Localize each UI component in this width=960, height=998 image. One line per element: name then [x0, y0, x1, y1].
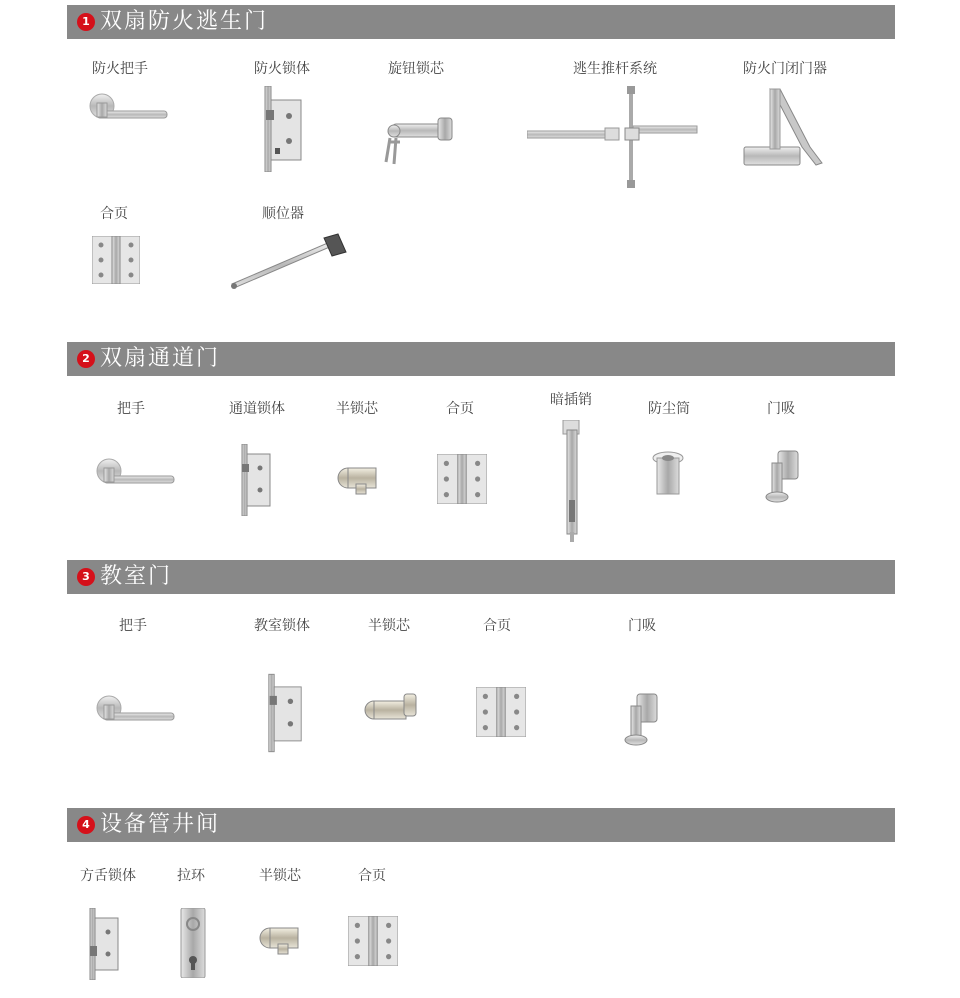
section-title: 双扇防火逃生门: [100, 9, 269, 34]
item-label: 通道锁体: [229, 401, 285, 417]
item-label: 半锁芯: [336, 401, 378, 417]
half-cylinder-icon: [362, 690, 420, 728]
flush-bolt-icon: [561, 420, 583, 542]
mortise-lock-icon: [267, 670, 303, 756]
section-number-badge: 4: [77, 816, 95, 834]
mortise-lock-icon: [263, 86, 303, 172]
section-title: 双扇通道门: [100, 346, 221, 371]
item-label: 逃生推杆系统: [573, 61, 657, 77]
item-label: 防火锁体: [254, 61, 310, 77]
item-label: 合页: [358, 868, 386, 884]
section-header: [67, 5, 895, 39]
item-label: 拉环: [177, 868, 205, 884]
item-label: 合页: [100, 206, 128, 222]
item-label: 防尘筒: [648, 401, 690, 417]
door-stop-icon: [623, 690, 661, 748]
section-number-badge: 1: [77, 13, 95, 31]
item-label: 旋钮锁芯: [388, 61, 444, 77]
half-cylinder-icon: [258, 924, 302, 958]
section-number-badge: 2: [77, 350, 95, 368]
item-label: 顺位器: [262, 206, 304, 222]
thumb-turn-cylinder-icon: [380, 112, 460, 172]
item-label: 半锁芯: [368, 618, 410, 634]
lever-handle-icon: [92, 458, 177, 493]
section-header: [67, 560, 895, 594]
item-label: 方舌锁体: [80, 868, 136, 884]
door-closer-icon: [740, 87, 830, 169]
item-label: 防火门闭门器: [743, 61, 827, 77]
item-label: 合页: [483, 618, 511, 634]
section-title: 设备管井间: [100, 812, 221, 837]
item-label: 把手: [117, 401, 145, 417]
section-header: [67, 342, 895, 376]
pull-ring-plate-icon: [179, 908, 207, 978]
hinge-icon: [348, 916, 398, 966]
item-label: 门吸: [628, 618, 656, 634]
item-label: 把手: [119, 618, 147, 634]
item-label: 半锁芯: [259, 868, 301, 884]
panic-bar-icon: [527, 86, 702, 188]
hinge-icon: [476, 687, 526, 737]
half-cylinder-icon: [336, 464, 380, 498]
lever-handle-icon: [92, 695, 177, 730]
lever-handle-icon: [85, 93, 170, 128]
door-stop-icon: [764, 447, 802, 505]
item-label: 门吸: [767, 401, 795, 417]
item-label: 暗插销: [550, 392, 592, 408]
item-label: 教室锁体: [254, 618, 310, 634]
hinge-icon: [92, 236, 140, 284]
mortise-lock-icon: [87, 908, 121, 980]
section-number-badge: 3: [77, 568, 95, 586]
dust-socket-icon: [651, 450, 685, 498]
item-label: 防火把手: [92, 61, 148, 77]
door-coordinator-icon: [230, 232, 350, 290]
mortise-lock-icon: [240, 444, 272, 516]
hinge-icon: [437, 454, 487, 504]
section-title: 教室门: [100, 564, 173, 589]
item-label: 合页: [446, 401, 474, 417]
section-header: [67, 808, 895, 842]
